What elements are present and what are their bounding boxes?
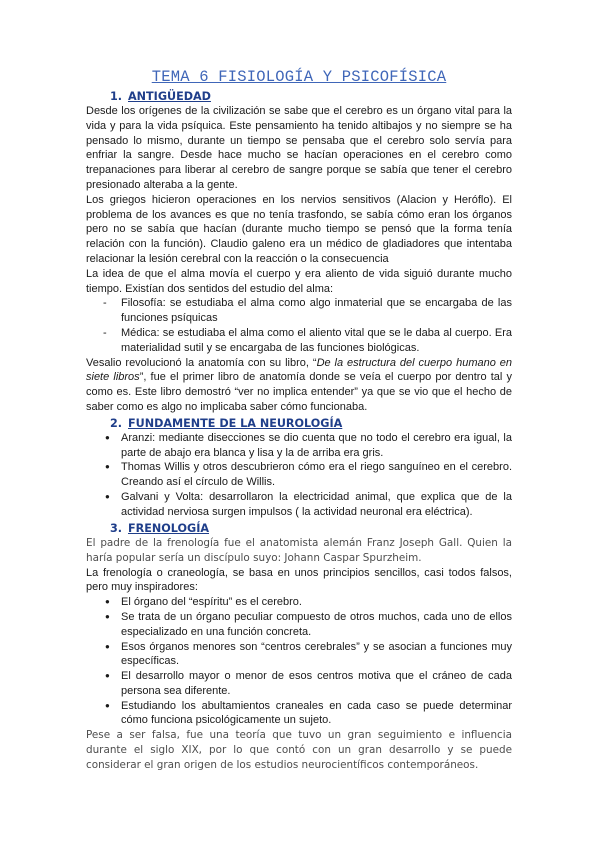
vesalio-paragraph bbox=[86, 356, 512, 415]
section-label: FRENOLOGÍA bbox=[128, 521, 210, 535]
paragraph: La frenología o craneología, se basa en unos principios sencillos, casi todos falsos, pero muy inspiradores: bbox=[86, 566, 512, 594]
dash-list bbox=[86, 296, 512, 355]
list-item: ● Se trata de un órgano peculiar compuesto de otros muchos, cada uno de ellos especializado en una función concreta. bbox=[86, 610, 512, 640]
section-number: 3. bbox=[109, 521, 122, 535]
paragraph: La idea de que el alma movía el cuerpo y era aliento de vida siguió durante mucho tiempo. Existían dos sentidos del estudio del alma: bbox=[86, 267, 512, 295]
list-item: - Médica: se estudiaba el alma como el aliento vital que se le daba al cuerpo. Era materialidad sutil y se encargaba de las funciones biológicas. bbox=[86, 326, 512, 356]
list-item: - Filosofía: se estudiaba el alma como algo inmaterial que se encargaba de las funciones psíquicas bbox=[86, 296, 512, 326]
section-number: 1. bbox=[109, 90, 122, 103]
section-label: FUNDAMENTE DE LA NEUROLOGÍA bbox=[128, 416, 343, 430]
section-heading-neurologia bbox=[105, 417, 512, 430]
list-item: ● El órgano del “espíritu” es el cerebro. bbox=[86, 595, 512, 610]
bullet-list bbox=[86, 595, 512, 728]
section-heading-antiguedad bbox=[105, 90, 512, 103]
list-item: ● El desarrollo mayor o menor de esos centros motiva que el cráneo de cada persona sea diferente. bbox=[86, 669, 512, 699]
section-heading-frenologia bbox=[105, 522, 512, 535]
paragraph: Desde los orígenes de la civilización se sabe que el cerebro es un órgano vital para la vida y para la vida psíquica. Este pensamiento ha tenido altibajos y no siempre se ha pensado lo mismo, durante un tiempo se pensaba que el cerebro solo servía para enfriar la sangre. Desde hace mucho se hacían operaciones en el cerebro como trepanaciones para liberar al cerebro de sangre porque se sabía que tener el cerebro presionado alteraba a la gente. bbox=[86, 105, 512, 191]
bullet-list bbox=[86, 431, 512, 520]
document-title: TEMA 6 FISIOLOGÍA Y PSICOFÍSICA bbox=[151, 68, 447, 86]
list-item: ● Estudiando los abultamientos craneales en cada caso se puede determinar cómo funciona psicológicamente un sujeto. bbox=[86, 699, 512, 729]
list-item: ● Galvani y Volta: desarrollaron la electricidad animal, que explica que de la actividad nerviosa surgen impulsos ( la actividad neuronal era eléctrica). bbox=[86, 490, 512, 520]
text-run: ”, fue el primer libro de anatomía donde se veía el cuerpo por dentro tal y como es. Este libro demostró “ver no implica entender” ya que se vio que el hecho de saber como es algo no implicaba saber cómo funcionaba. bbox=[86, 371, 513, 413]
list-item: ● Thomas Willis y otros descubrieron cómo era el riego sanguíneo en el cerebro. Creando así el círculo de Willis. bbox=[86, 460, 512, 490]
list-item: ● Esos órganos menores son “centros cerebrales” y se asocian a funciones muy específicas. bbox=[86, 640, 512, 670]
list-item: ● Aranzi: mediante disecciones se dio cuenta que no todo el cerebro era igual, la parte de abajo era blanca y lisa y la de arriba era gris. bbox=[86, 431, 512, 461]
paragraph: El padre de la frenología fue el anatomista alemán Franz Joseph Gall. Quien la haría popular sería un discípulo suyo: Johann Caspar Spurzheim. bbox=[86, 536, 512, 564]
section-label: ANTIGÜEDAD bbox=[128, 90, 211, 103]
section-number: 2. bbox=[109, 416, 122, 430]
text-run: Vesalio revolucionó la anatomía con su libro, “ bbox=[86, 356, 317, 369]
paragraph: Los griegos hicieron operaciones en los nervios sensitivos (Alacion y Heróflo). El problema de los avances es que no tenía trasfondo, se sabía cómo eran los órganos pero no se sabía que hacían (durante mucho tiempo se pensó que la forma tenía relación con la función). Claudio galeno era un médico de gladiadores que intentaba relacionar la lesión cerebral con la reacción o la consecuencia bbox=[86, 193, 512, 265]
book-title: De la estructura del cuerpo humano en siete libros bbox=[86, 356, 513, 384]
paragraph: Pese a ser falsa, fue una teoría que tuvo un gran seguimiento e influencia durante el siglo XIX, por lo que contó con un gran desarrollo y se puede considerar el gran origen de los estudios neurocientíficos contemporáneos. bbox=[86, 729, 512, 772]
